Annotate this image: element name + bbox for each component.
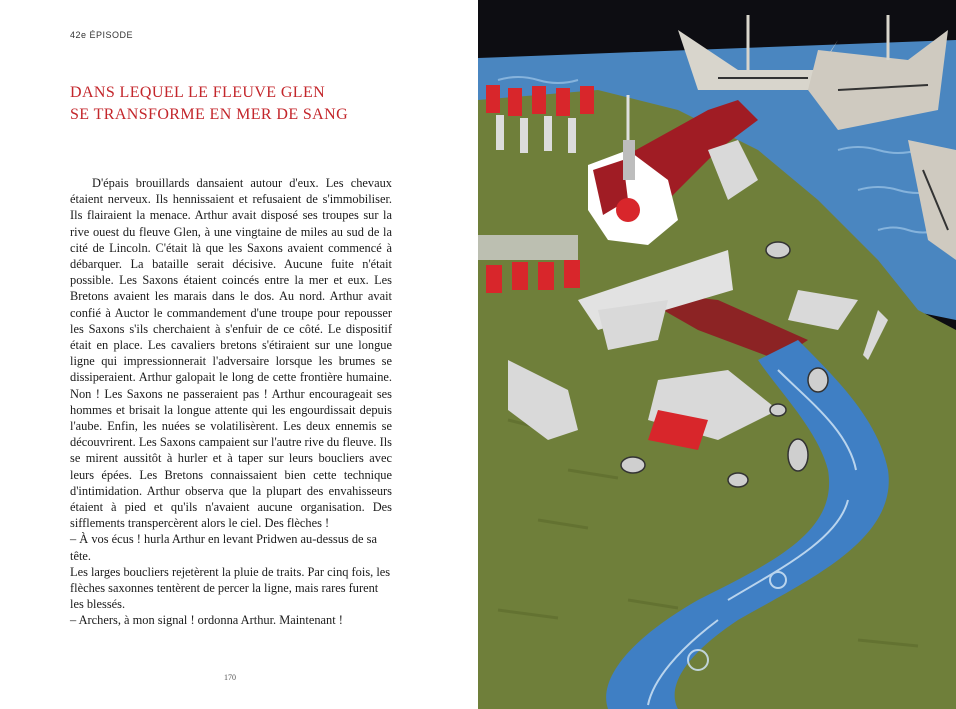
battle-scene-illustration — [478, 0, 956, 709]
paragraph-2: Les larges boucliers rejetèrent la pluie de traits. Par cinq fois, les flèches saxonnes tentèrent de percer la ligne, mais rares furent les blessés. — [70, 564, 391, 612]
chapter-title-line-1: DANS LEQUEL LE FLEUVE GLEN — [70, 84, 326, 101]
episode-header: 42e ÉPISODE — [70, 30, 134, 40]
illustration-svg — [478, 0, 956, 709]
chapter-title-line-2: SE TRANSFORME EN MER DE SANG — [70, 106, 349, 123]
paragraph-1: D'épais brouillards dansaient autour d'eux. Les chevaux étaient nerveux. Ils hennissaient et refusaient de s'immobiliser. Ils flairaient la menace. Arthur avait disposé ses troupes sur la rive ouest du fleuve Glen, à une vingtaine de miles au sud de la cité de Lincoln. C'était là que les Saxons avaient commencé à débarquer. La bataille serait décisive. Aucune fuite n'était possible. Les Saxons étaient coincés entre la mer et eux. Les Bretons avaient les marais dans le dos. Au nord. Arthur avait confié à Auctor le commandement d'une troupe pour repousser les Saxons s'ils cherchaient à s'enfuir de ce côté. Le dispositif était en place. Les cavaliers bretons s'étiraient sur une longue ligne qui impressionnerait l'adversaire lorsque les brumes se dissiperaient. Arthur galopait le long de cette frontière humaine. Non ! Les Saxons ne passeraient pas ! Arthur encourageait ses hommes et brisait la longue attente qui les engourdissait depuis l'aube. Enfin, les nuées se volatilisèrent. Les deux ennemis se découvrirent. Les Saxons campaient sur l'autre rive du fleuve. Ils se mirent aussitôt à hurler et à taper sur leurs boucliers avec leurs épées. Les Bretons connaissaient bien cette technique d'intimidation. Arthur observa que la plupart des envahisseurs étaient à pied et qu'ils n'avaient aucune organisation. Des sifflements transpercèrent alors le ciel. Des flèches ! — [70, 176, 392, 531]
body-text — [70, 175, 392, 629]
dialogue-1: – À vos écus ! hurla Arthur en levant Pridwen au-dessus de sa tête. — [70, 532, 377, 563]
dialogue-2: – Archers, à mon signal ! ordonna Arthur. Maintenant ! — [70, 613, 343, 628]
page-number: 170 — [224, 673, 236, 682]
chapter-title — [70, 82, 430, 126]
